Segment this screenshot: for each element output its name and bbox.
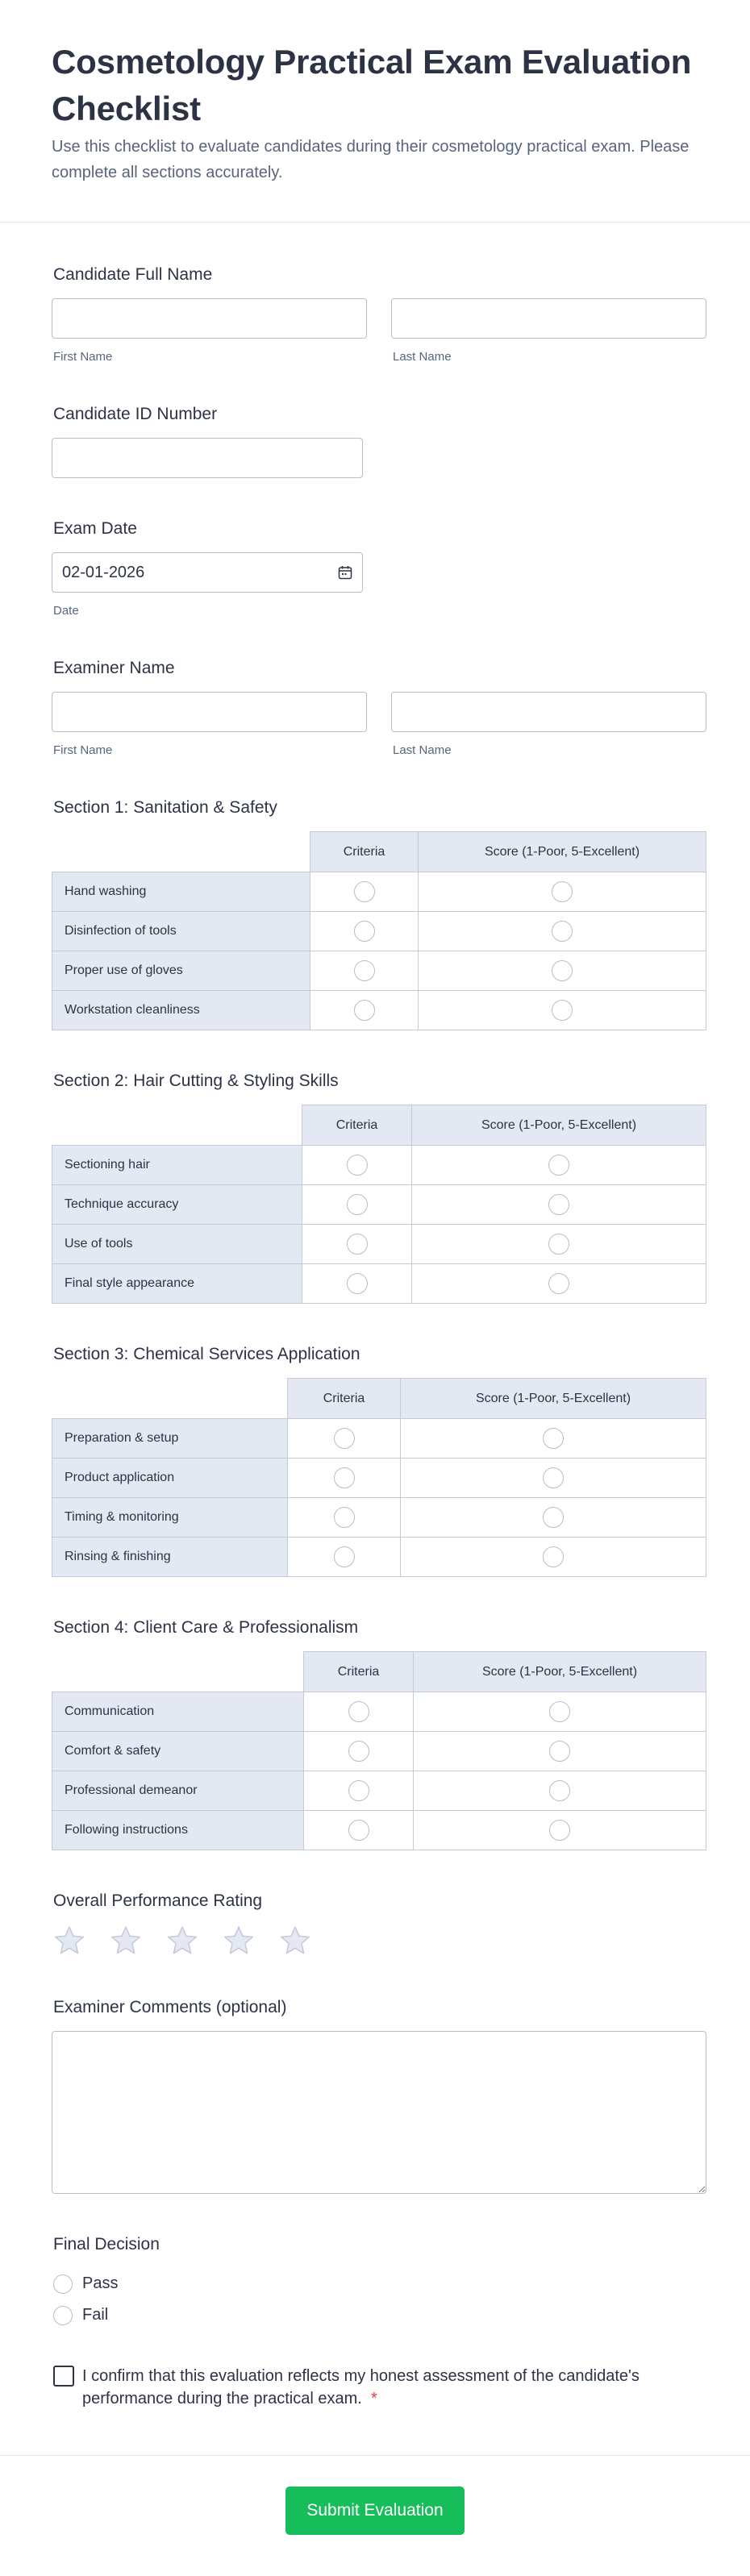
table-row xyxy=(52,1732,706,1771)
confirm-text: I confirm that this evaluation reflects my honest assessment of the candidate's performance during the practical exam. * xyxy=(82,2367,640,2407)
candidate-last-name-sublabel: Last Name xyxy=(393,350,452,364)
criteria-radio[interactable] xyxy=(354,881,375,902)
score-radio[interactable] xyxy=(543,1507,564,1528)
criteria-radio[interactable] xyxy=(354,1000,375,1021)
column-header-score: Score (1-Poor, 5-Excellent) xyxy=(419,832,706,872)
criteria-radio[interactable] xyxy=(347,1273,368,1294)
section-4 xyxy=(52,1616,706,1850)
column-header-criteria: Criteria xyxy=(288,1379,401,1419)
confirm-checkbox-row[interactable] xyxy=(53,2365,706,2410)
row-label: Final style appearance xyxy=(52,1264,302,1304)
row-label: Communication xyxy=(52,1692,304,1732)
rating-label: Overall Performance Rating xyxy=(53,1891,263,1910)
criteria-radio[interactable] xyxy=(347,1234,368,1255)
criteria-radio[interactable] xyxy=(348,1741,369,1762)
row-label: Product application xyxy=(52,1459,288,1498)
criteria-radio[interactable] xyxy=(334,1428,355,1449)
criteria-radio[interactable] xyxy=(334,1507,355,1528)
section-matrix xyxy=(52,831,706,1030)
form-header xyxy=(0,0,750,223)
section-title: Section 4: Client Care & Professionalism xyxy=(53,1618,359,1637)
score-radio[interactable] xyxy=(548,1273,569,1294)
table-row xyxy=(52,1419,706,1459)
section-matrix xyxy=(52,1651,706,1850)
table-row xyxy=(52,1771,706,1811)
criteria-radio[interactable] xyxy=(354,960,375,981)
comments-field xyxy=(52,1995,706,2194)
section-title: Section 3: Chemical Services Application xyxy=(53,1345,360,1363)
criteria-radio[interactable] xyxy=(348,1701,369,1722)
score-radio[interactable] xyxy=(549,1741,570,1762)
candidate-last-name-input[interactable] xyxy=(391,298,706,339)
confirm-checkbox[interactable] xyxy=(53,2366,74,2387)
candidate-id-field xyxy=(52,402,706,478)
exam-date-label: Exam Date xyxy=(53,519,137,538)
star-icon[interactable] xyxy=(53,1925,85,1957)
calendar-icon[interactable] xyxy=(338,565,352,580)
decision-option-pass[interactable] xyxy=(53,2268,706,2299)
form-content xyxy=(0,263,750,2410)
table-row xyxy=(52,912,706,951)
examiner-name-field xyxy=(52,656,706,757)
comments-label: Examiner Comments (optional) xyxy=(53,1998,287,2016)
column-header-score: Score (1-Poor, 5-Excellent) xyxy=(401,1379,706,1419)
score-radio[interactable] xyxy=(552,960,573,981)
form-footer xyxy=(0,2455,750,2576)
section-matrix xyxy=(52,1105,706,1304)
form-description: Use this checklist to evaluate candidates during their cosmetology practical exam. Please complete all sections accurately. xyxy=(52,138,690,181)
exam-date-field xyxy=(52,517,706,618)
column-header-criteria: Criteria xyxy=(304,1652,414,1692)
column-header-criteria: Criteria xyxy=(310,832,419,872)
criteria-radio[interactable] xyxy=(354,921,375,942)
table-row xyxy=(52,1185,706,1225)
star-icon[interactable] xyxy=(223,1925,255,1957)
row-label: Disinfection of tools xyxy=(52,912,310,951)
criteria-radio[interactable] xyxy=(347,1155,368,1176)
star-icon[interactable] xyxy=(110,1925,142,1957)
comments-textarea[interactable] xyxy=(52,2031,706,2194)
section-title: Section 2: Hair Cutting & Styling Skills xyxy=(53,1072,339,1090)
table-row xyxy=(52,991,706,1030)
decision-radio[interactable] xyxy=(53,2274,73,2294)
score-radio[interactable] xyxy=(543,1546,564,1567)
decision-option-label: Fail xyxy=(82,2306,109,2324)
row-label: Use of tools xyxy=(52,1225,302,1264)
score-radio[interactable] xyxy=(552,921,573,942)
examiner-first-name-input[interactable] xyxy=(52,692,367,732)
candidate-first-name-sublabel: First Name xyxy=(53,350,113,364)
section-matrix xyxy=(52,1378,706,1577)
section-3 xyxy=(52,1342,706,1577)
score-radio[interactable] xyxy=(552,881,573,902)
submit-button[interactable]: Submit Evaluation xyxy=(285,2487,465,2535)
criteria-radio[interactable] xyxy=(334,1467,355,1488)
score-radio[interactable] xyxy=(548,1155,569,1176)
table-row xyxy=(52,872,706,912)
section-2 xyxy=(52,1069,706,1304)
score-radio[interactable] xyxy=(549,1701,570,1722)
exam-date-value: 02-01-2026 xyxy=(62,563,145,581)
row-label: Sectioning hair xyxy=(52,1146,302,1185)
score-radio[interactable] xyxy=(552,1000,573,1021)
criteria-radio[interactable] xyxy=(334,1546,355,1567)
score-radio[interactable] xyxy=(548,1194,569,1215)
table-row xyxy=(52,1264,706,1304)
table-row xyxy=(52,1225,706,1264)
score-radio[interactable] xyxy=(543,1467,564,1488)
exam-date-input[interactable] xyxy=(52,552,363,593)
row-label: Rinsing & finishing xyxy=(52,1538,288,1577)
decision-field xyxy=(52,2233,706,2331)
examiner-last-name-input[interactable] xyxy=(391,692,706,732)
table-row xyxy=(52,1811,706,1850)
section-title: Section 1: Sanitation & Safety xyxy=(53,798,277,817)
confirm-field xyxy=(52,2365,706,2410)
table-row xyxy=(52,951,706,991)
candidate-first-name-input[interactable] xyxy=(52,298,367,339)
examiner-first-name-sublabel: First Name xyxy=(53,743,113,757)
column-header-criteria: Criteria xyxy=(302,1105,412,1146)
exam-date-sublabel: Date xyxy=(53,604,79,618)
decision-label: Final Decision xyxy=(53,2235,160,2253)
score-radio[interactable] xyxy=(549,1820,570,1841)
decision-option-fail[interactable] xyxy=(53,2299,706,2331)
column-header-score: Score (1-Poor, 5-Excellent) xyxy=(412,1105,706,1146)
row-label: Workstation cleanliness xyxy=(52,991,310,1030)
criteria-radio[interactable] xyxy=(348,1820,369,1841)
candidate-id-input[interactable] xyxy=(52,438,363,478)
examiner-last-name-sublabel: Last Name xyxy=(393,743,452,757)
row-label: Preparation & setup xyxy=(52,1419,288,1459)
row-label: Professional demeanor xyxy=(52,1771,304,1811)
rating-field xyxy=(52,1889,706,1957)
candidate-name-label: Candidate Full Name xyxy=(53,265,213,284)
score-radio[interactable] xyxy=(548,1234,569,1255)
star-rating xyxy=(53,1925,706,1957)
row-label: Comfort & safety xyxy=(52,1732,304,1771)
section-1 xyxy=(52,796,706,1030)
candidate-id-label: Candidate ID Number xyxy=(53,405,218,423)
table-row xyxy=(52,1498,706,1538)
candidate-name-field xyxy=(52,263,706,364)
criteria-radio[interactable] xyxy=(348,1780,369,1801)
column-header-score: Score (1-Poor, 5-Excellent) xyxy=(414,1652,706,1692)
row-label: Timing & monitoring xyxy=(52,1498,288,1538)
star-icon[interactable] xyxy=(166,1925,198,1957)
table-row xyxy=(52,1146,706,1185)
row-label: Following instructions xyxy=(52,1811,304,1850)
table-row xyxy=(52,1692,706,1732)
table-row xyxy=(52,1538,706,1577)
score-radio[interactable] xyxy=(549,1780,570,1801)
criteria-radio[interactable] xyxy=(347,1194,368,1215)
table-row xyxy=(52,1459,706,1498)
examiner-name-label: Examiner Name xyxy=(53,659,175,677)
decision-option-label: Pass xyxy=(82,2274,119,2292)
row-label: Proper use of gloves xyxy=(52,951,310,991)
row-label: Hand washing xyxy=(52,872,310,912)
row-label: Technique accuracy xyxy=(52,1185,302,1225)
score-radio[interactable] xyxy=(543,1428,564,1449)
form-title: Cosmetology Practical Exam Evaluation Checklist xyxy=(52,43,692,127)
required-mark: * xyxy=(370,2390,377,2407)
star-icon[interactable] xyxy=(279,1925,311,1957)
decision-radio[interactable] xyxy=(53,2306,73,2325)
